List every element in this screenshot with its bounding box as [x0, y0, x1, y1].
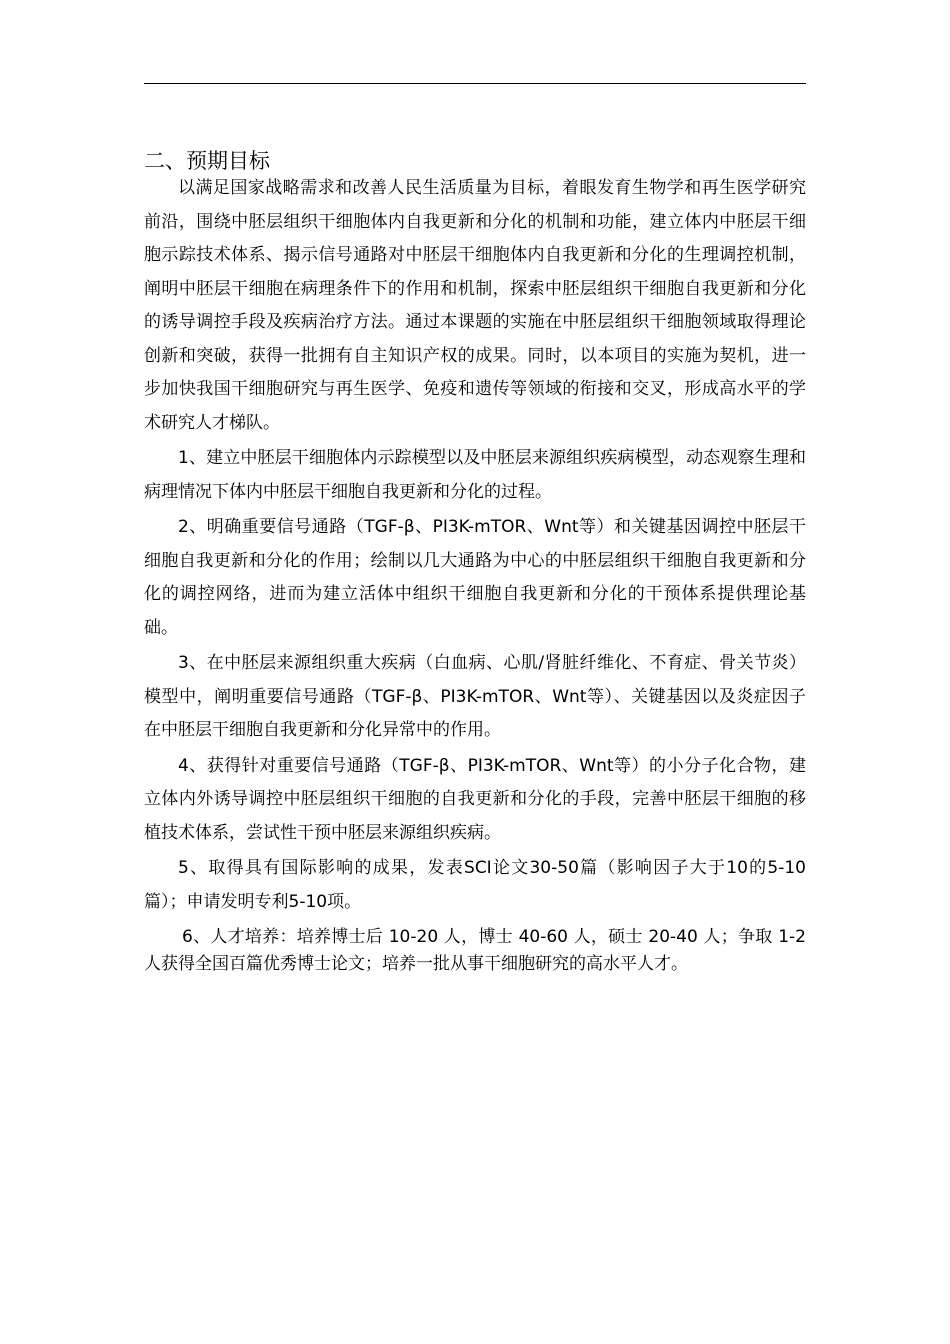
goal-item-5: 5、取得具有国际影响的成果，发表SCI论文30-50篇（影响因子大于10的5-10篇）；申请发明专利5-10项。	[144, 858, 806, 912]
goal-item-4: 4、获得针对重要信号通路（TGF-β、PI3K-mTOR、Wnt等）的小分子化合物，建立体内外诱导调控中胚层组织干细胞的自我更新和分化的手段，完善中胚层干细胞的移植技术体系，尝试性干预中胚层来源组织疾病。	[144, 755, 806, 843]
goal-item-6: 6、人才培养：培养博士后 10-20 人，博士 40-60 人，硕士 20-40 人；争取 1-2 人获得全国百篇优秀博士论文；培养一批从事干细胞研究的高水平人才。	[144, 927, 806, 974]
intro-paragraph: 以满足国家战略需求和改善人民生活质量为目标，着眼发育生物学和再生医学研究前沿，围绕中胚层组织干细胞体内自我更新和分化的机制和功能，建立体内中胚层干细胞示踪技术体系、揭示信号通路对中胚层干细胞体内自我更新和分化的生理调控机制，阐明中胚层干细胞在病理条件下的作用和机制，探索中胚层组织干细胞自我更新和分化的诱导调控手段及疾病治疗方法。通过本课题的实施在中胚层组织干细胞领域取得理论创新和突破，获得一批拥有自主知识产权的成果。同时，以本项目的实施为契机，进一步加快我国干细胞研究与再生医学、免疫和遗传等领域的衔接和交叉，形成高水平的学术研究人才梯队。	[144, 178, 806, 433]
section-title: 二、预期目标	[144, 149, 270, 173]
header-rule	[144, 83, 806, 84]
document-body	[144, 146, 806, 978]
goal-item-1: 1、建立中胚层干细胞体内示踪模型以及中胚层来源组织疾病模型，动态观察生理和病理情况下体内中胚层干细胞自我更新和分化的过程。	[144, 448, 806, 502]
goal-item-2: 2、明确重要信号通路（TGF-β、PI3K-mTOR、Wnt等）和关键基因调控中胚层干细胞自我更新和分化的作用；绘制以几大通路为中心的中胚层组织干细胞自我更新和分化的调控网络，进而为建立活体中组织干细胞自我更新和分化的干预体系提供理论基础。	[144, 517, 806, 638]
goal-item-3: 3、在中胚层来源组织重大疾病（白血病、心肌/肾脏纤维化、不育症、骨关节炎）模型中，阐明重要信号通路（TGF-β、PI3K-mTOR、Wnt等）、关键基因以及炎症因子在中胚层干细胞自我更新和分化异常中的作用。	[144, 653, 806, 740]
